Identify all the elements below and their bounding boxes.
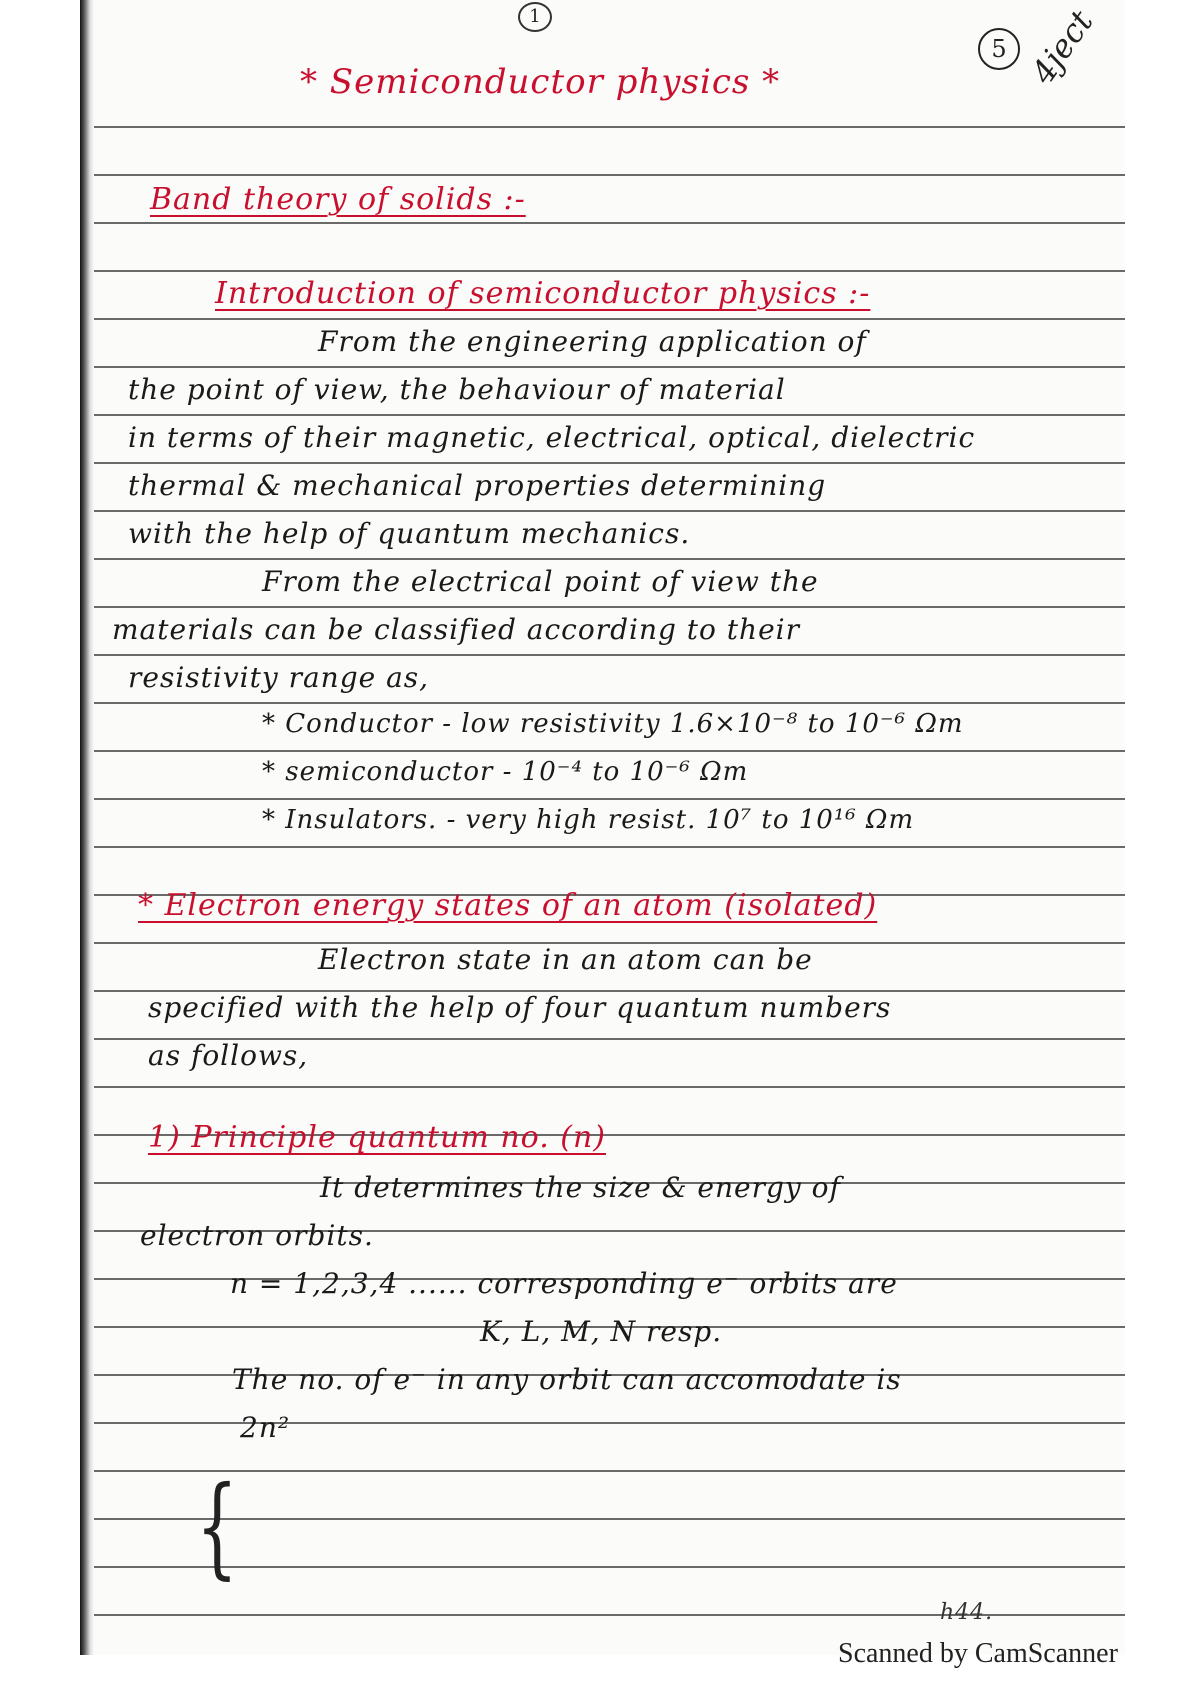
ruling-line [80,366,1125,368]
text-line: n = 1,2,3,4 ...... corresponding e⁻ orbits are [230,1267,898,1300]
ruling-line [80,462,1125,464]
scanner-watermark: Scanned by CamScanner [838,1638,1118,1669]
text-line: in terms of their magnetic, electrical, optical, dielectric [128,421,976,454]
ruling-line [80,798,1125,800]
ruling-line [80,606,1125,608]
ruling-line [80,702,1125,704]
ruling-line [80,558,1125,560]
list-item-insulator: * Insulators. - very high resist. 10⁷ to 10¹⁶ Ωm [262,805,915,835]
ruling-line [80,222,1125,224]
heading-introduction: Introduction of semiconductor physics :- [215,276,871,311]
text-line: thermal & mechanical properties determining [128,469,827,502]
text-line: resistivity range as, [128,661,430,694]
ruling-line [80,270,1125,272]
page-binding-edge [80,0,94,1655]
ruling-line [80,318,1125,320]
ruling-line [80,174,1125,176]
text-line: It determines the size & energy of [320,1171,841,1204]
text-line: K, L, M, N resp. [480,1315,723,1348]
text-line: as follows, [148,1039,309,1072]
ruling-line [80,1422,1125,1424]
curly-brace-mark: { [196,1462,238,1590]
corner-mark: 4ject [1023,3,1101,91]
text-line: Electron state in an atom can be [318,943,813,976]
heading-principle-quantum-number: 1) Principle quantum no. (n) [148,1120,607,1155]
footer-mark: h44. [940,1600,994,1625]
text-line: specified with the help of four quantum numbers [148,991,892,1024]
text-line: The no. of e⁻ in any orbit can accomodate is [232,1363,902,1396]
page-title: * Semiconductor physics * [300,62,781,102]
ruling-line [80,846,1125,848]
text-line: electron orbits. [140,1219,374,1252]
text-line: From the electrical point of view the [262,565,819,598]
ruling-line [80,510,1125,512]
corner-number: 5 [978,28,1020,70]
ruling-line [80,1086,1125,1088]
page-circle-number: 1 [518,2,552,32]
heading-band-theory: Band theory of solids :- [150,182,526,217]
list-item-conductor: * Conductor - low resistivity 1.6×10⁻⁸ to 10⁻⁶ Ωm [262,709,964,739]
heading-electron-energy-states: * Electron energy states of an atom (isolated) [138,888,878,923]
list-item-semiconductor: * semiconductor - 10⁻⁴ to 10⁻⁶ Ωm [262,757,749,787]
ruling-line [80,414,1125,416]
text-line: materials can be classified according to their [112,613,801,646]
text-line: the point of view, the behaviour of material [128,373,786,406]
text-line: with the help of quantum mechanics. [128,517,691,550]
ruling-line [80,654,1125,656]
ruling-line [80,126,1125,128]
ruling-line [80,750,1125,752]
text-line: From the engineering application of [318,325,867,358]
formula-2n-squared: 2n² [240,1411,291,1444]
